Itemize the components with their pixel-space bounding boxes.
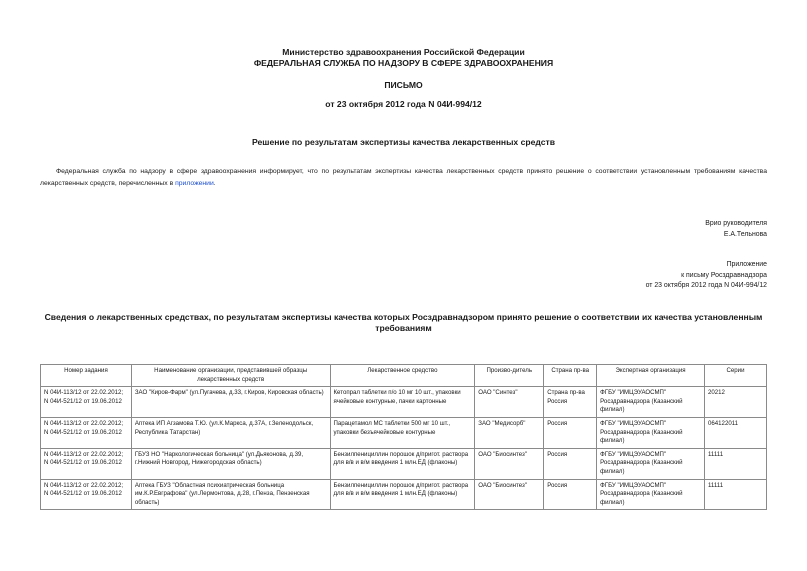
cell-expert-org: ФГБУ "ИМЦЭУАОСМП" Росздравнадзора (Казанский филиал) [597,387,705,418]
body-text-end: . [213,180,216,187]
cell-medicine: Кетопрал таблетки п/о 10 мг 10 шт., упаковки ячейковые контурные, пачки картонные [330,387,475,418]
cell-task-number: N 04И-113/12 от 22.02.2012; N 04И-521/12 от 19.06.2012 [41,448,132,479]
cell-task-number: N 04И-113/12 от 22.02.2012; N 04И-521/12 от 19.06.2012 [41,387,132,418]
document-title: Решение по результатам экспертизы качества лекарственных средств [251,137,556,147]
cell-manufacturer: ЗАО "Медисорб" [475,417,544,448]
cell-organization: ЗАО "Киров-Фарм" (ул.Пугачева, д.33, г.Киров, Кировская область) [131,387,330,418]
col-header-medicine: Лекарственное средство [330,365,475,387]
col-header-task-number: Номер задания [41,365,132,387]
col-header-series: Серии [705,365,767,387]
cell-expert-org: ФГБУ "ИМЦЭУАОСМП" Росздравнадзора (Казанский филиал) [597,417,705,448]
cell-series: 064122011 [705,417,767,448]
cell-medicine: Бензилпенициллин порошок д/пригот. раствора для в/в и в/м введения 1 млн.ЕД (флаконы) [330,479,475,510]
table-row [41,417,767,448]
cell-medicine: Парацетамол МС таблетки 500 мг 10 шт., упаковки безъячейковые контурные [330,417,475,448]
col-header-country: Страна пр-ва [544,365,597,387]
table-header-row [41,365,767,387]
body-paragraph [40,166,767,190]
service-name: ФЕДЕРАЛЬНАЯ СЛУЖБА ПО НАДЗОРУ В СФЕРЕ ЗДРАВООХРАНЕНИЯ [253,58,554,68]
cell-expert-org: ФГБУ "ИМЦЭУАОСМП" Росздравнадзора (Казанский филиал) [597,448,705,479]
table-row [41,479,767,510]
signature-name: Е.А.Тельнова [723,231,767,238]
cell-series: 11111 [705,448,767,479]
ministry-name: Министерство здравоохранения Российской Федерации [282,47,525,57]
cell-country: Страна пр-ва Россия [544,387,597,418]
cell-task-number: N 04И-113/12 от 22.02.2012; N 04И-521/12 от 19.06.2012 [41,417,132,448]
cell-country: Россия [544,417,597,448]
cell-organization: ГБУЗ НО "Наркологическая больница" (ул.Дьяконова, д.39, г.Нижний Новгород, Нижегородская область) [131,448,330,479]
body-text: Федеральная служба по надзору в сфере здравоохранения информирует, что по результатам экспертизы качества лекарственных средств принято решение о соответствии установленным требованиям качества лекарственных средств, перечисленных в [40,168,767,187]
document-type: ПИСЬМО [384,80,423,90]
document-date: от 23 октября 2012 года N 04И-994/12 [325,99,482,109]
medicines-table [40,364,767,510]
col-header-manufacturer: Произво-дитель [475,365,544,387]
col-header-organization: Наименование организации, представившей образцы лекарственных средств [131,365,330,387]
cell-manufacturer: ОАО "Биосинтез" [475,448,544,479]
appendix-label: Приложение [726,261,767,268]
cell-medicine: Бензилпенициллин порошок д/пригот. раствора для в/в и в/м введения 1 млн.ЕД (флаконы) [330,448,475,479]
table-row [41,448,767,479]
cell-country: Россия [544,448,597,479]
cell-organization: Аптека ГБУЗ "Областная психиатрическая больница им.К.Р.Евграфова" (ул.Лермонтова, д.28, г.Пенза, Пензенская область) [131,479,330,510]
cell-country: Россия [544,479,597,510]
appendix-title: Сведения о лекарственных средствах, по результатам экспертизы качества которых Росздравнадзором принято решение о соответствии их качества установленным требованиям [44,312,763,333]
signature-position: Врио руководителя [705,220,767,227]
cell-series: 20212 [705,387,767,418]
cell-manufacturer: ОАО "Биосинтез" [475,479,544,510]
appendix-link[interactable]: приложении [175,180,214,187]
cell-manufacturer: ОАО "Синтез" [475,387,544,418]
cell-expert-org: ФГБУ "ИМЦЭУАОСМП" Росздравнадзора (Казанский филиал) [597,479,705,510]
col-header-expert-org: Экспертная организация [597,365,705,387]
appendix-ref-line2: от 23 октября 2012 года N 04И-994/12 [645,282,767,289]
cell-task-number: N 04И-113/12 от 22.02.2012; N 04И-521/12 от 19.06.2012 [41,479,132,510]
cell-series: 11111 [705,479,767,510]
appendix-ref-line1: к письму Росздравнадзора [681,272,767,279]
table-row [41,387,767,418]
cell-organization: Аптека ИП Агзамова Т.Ю. (ул.К.Маркса, д.37А, г.Зеленодольск, Республика Татарстан) [131,417,330,448]
